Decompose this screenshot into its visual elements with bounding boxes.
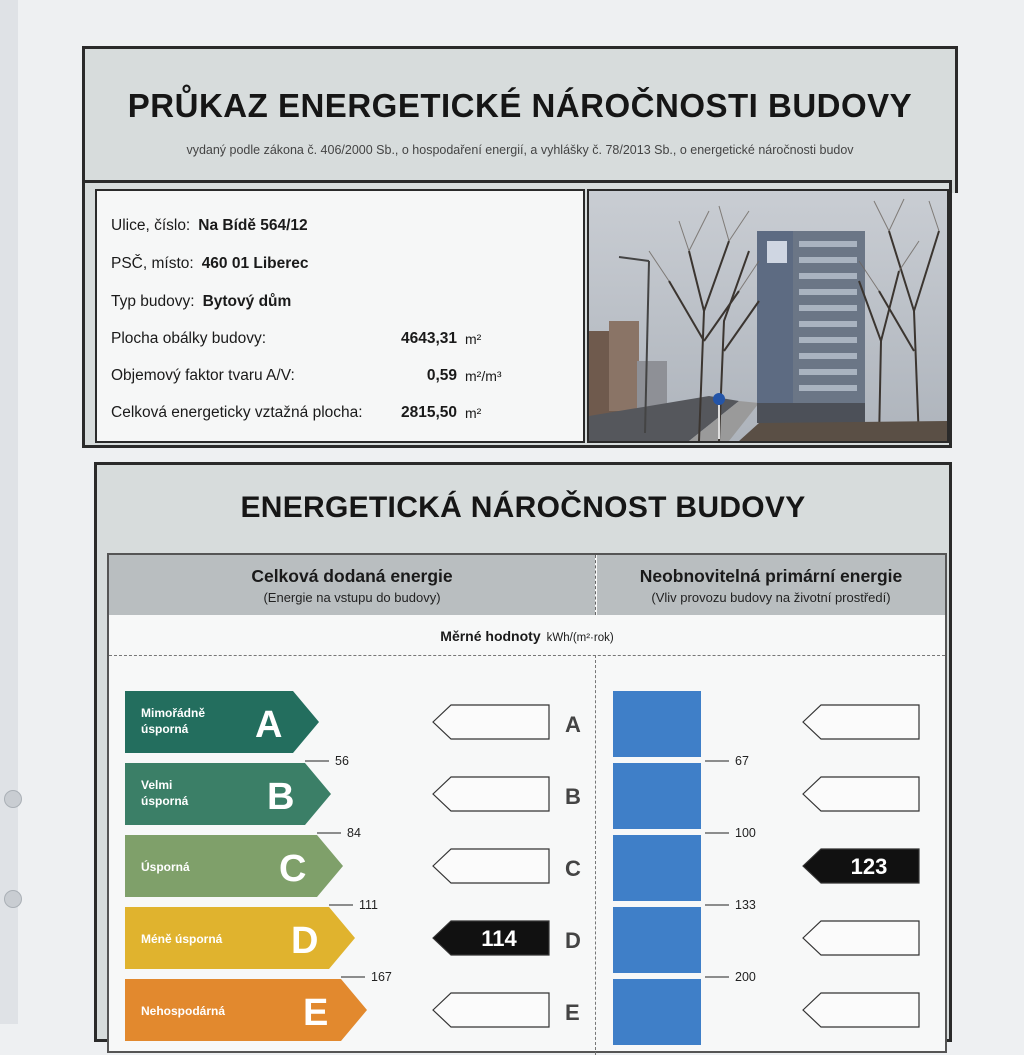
- building-photo: [587, 189, 949, 443]
- class-slot-left-e: [433, 993, 549, 1027]
- primary-energy-subtitle: (Vliv provozu budovy na životní prostředí): [651, 590, 891, 605]
- primary-bar-d: [613, 907, 701, 973]
- zip-label: PSČ, místo:: [111, 255, 194, 272]
- zip-value: 460 01 Liberec: [201, 255, 309, 272]
- page-title: PRŮKAZ ENERGETICKÉ NÁROČNOSTI BUDOVY: [127, 87, 913, 124]
- right-threshold-value: 67: [735, 754, 749, 768]
- class-letter-a: A: [255, 704, 283, 746]
- primary-bar-a: [613, 691, 701, 757]
- primary-bar-b: [613, 763, 701, 829]
- delivered-energy-header: [109, 555, 595, 615]
- right-threshold-value: 100: [735, 826, 756, 840]
- building-info-section: [82, 180, 952, 448]
- building-info-panel: [95, 189, 585, 443]
- page-edge-shadow: [0, 0, 18, 1024]
- energy-performance-section: [94, 462, 952, 1042]
- class-slot-right-b: [803, 777, 919, 811]
- left-threshold-value: 84: [347, 826, 361, 840]
- energy-rating-table: [107, 553, 947, 1053]
- primary-energy-value: 123: [850, 854, 888, 879]
- primary-energy-header: [597, 555, 945, 615]
- factor-unit: m²/m³: [465, 368, 502, 384]
- class-letter-b: B: [267, 776, 295, 818]
- header-divider: [595, 555, 596, 615]
- ref-area-label: Celková energeticky vztažná plocha:: [111, 404, 363, 421]
- class-letter-mid-b: B: [565, 784, 581, 809]
- area-unit: m²: [465, 331, 482, 347]
- class-letter-mid-c: C: [565, 856, 581, 881]
- class-slot-right-d: [803, 921, 919, 955]
- primary-bar-c: [613, 835, 701, 901]
- class-label-e: Nehospodárná: [141, 1004, 226, 1018]
- ref-area-value: 2815,50: [400, 404, 457, 421]
- class-slot-right-a: [803, 705, 919, 739]
- class-letter-e: E: [303, 992, 329, 1034]
- binder-hole: [4, 790, 22, 808]
- delivered-energy-value: 114: [481, 926, 517, 951]
- type-value: Bytový dům: [202, 293, 292, 310]
- delivered-energy-title: Celková dodaná energie: [251, 566, 453, 586]
- type-label: Typ budovy:: [111, 293, 195, 310]
- left-threshold-value: 167: [371, 970, 392, 984]
- left-threshold-value: 56: [335, 754, 349, 768]
- class-slot-left-a: [433, 705, 549, 739]
- area-label: Plocha obálky budovy:: [111, 330, 267, 347]
- zip-row: [111, 255, 309, 273]
- street-label: Ulice, číslo:: [111, 217, 191, 234]
- delivered-energy-subtitle: (Energie na vstupu do budovy): [263, 590, 441, 605]
- primary-energy-title: Neobnovitelná primární energie: [639, 566, 903, 586]
- specific-values-unit: kWh/(m²·rok): [546, 632, 614, 644]
- class-letter-mid-e: E: [565, 1000, 580, 1025]
- street-value: Na Bídě 564/12: [198, 217, 308, 234]
- primary-bar-e: [613, 979, 701, 1045]
- left-threshold-value: 111: [359, 898, 379, 912]
- ref-area-unit: m²: [465, 405, 482, 421]
- class-label-a-line2: úsporná: [141, 722, 189, 736]
- class-label-b: Velmi: [141, 778, 173, 792]
- factor-value: 0,59: [426, 367, 457, 384]
- page-subtitle: vydaný podle zákona č. 406/2000 Sb., o hospodaření energií, a vyhlášky č. 78/2013 Sb., o energetické náročnosti budov: [186, 143, 854, 157]
- class-letter-d: D: [291, 920, 319, 962]
- class-letter-c: C: [279, 848, 307, 890]
- class-label-a: Mimořádně: [141, 706, 206, 720]
- class-slot-left-b: [433, 777, 549, 811]
- class-slot-right-e: [803, 993, 919, 1027]
- specific-values-row: [109, 617, 945, 655]
- class-letter-mid-a: A: [565, 712, 581, 737]
- energy-scale: [109, 655, 945, 1055]
- class-label-d: Méně úsporná: [141, 932, 223, 946]
- right-threshold-value: 133: [735, 898, 756, 912]
- binder-hole: [4, 890, 22, 908]
- class-label-c: Úsporná: [141, 860, 190, 874]
- area-value: 4643,31: [400, 330, 457, 347]
- right-threshold-value: 200: [735, 970, 756, 984]
- certificate-header: [82, 46, 958, 193]
- type-row: [111, 293, 291, 311]
- class-letter-mid-d: D: [565, 928, 581, 953]
- factor-label: Objemový faktor tvaru A/V:: [111, 367, 295, 384]
- class-slot-left-c: [433, 849, 549, 883]
- specific-values-label: Měrné hodnoty: [440, 628, 541, 644]
- street-row: [111, 217, 308, 235]
- class-label-b-line2: úsporná: [141, 794, 189, 808]
- energy-section-title: ENERGETICKÁ NÁROČNOST BUDOVY: [240, 491, 806, 524]
